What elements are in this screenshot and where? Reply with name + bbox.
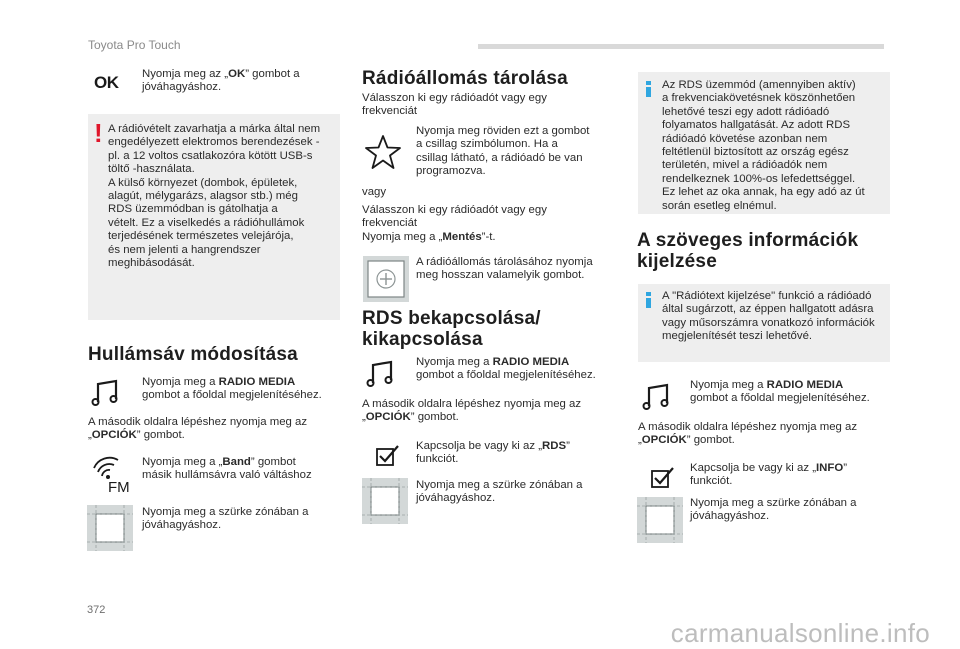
warning-icon: !: [94, 118, 103, 148]
grey-zone-instruction-3: Nyomja meg a szürke zónában a jóváhagyáshoz.: [690, 497, 857, 523]
text-info-heading: A szöveges információk kijelzése: [637, 230, 859, 272]
ok-instruction: Nyomja meg az „OK” gombot a jóváhagyáshoz.: [142, 68, 300, 94]
or-text: vagy: [362, 186, 387, 198]
grey-zone-instruction-2: Nyomja meg a szürke zónában a jóváhagyáshoz.: [416, 479, 583, 505]
band-heading: Hullámsáv módosítása: [88, 344, 298, 365]
select-frequency-text: Válasszon ki egy rádióadót vagy egy frekvenciát: [362, 92, 547, 118]
options-instruction-3: A második oldalra lépéshez nyomja meg az „OPCIÓK” gombot.: [638, 421, 858, 447]
radio-media-instruction-3: Nyomja meg a RADIO MEDIA gombot a főoldal megjelenítéséhez.: [690, 379, 870, 405]
radio-media-instruction: Nyomja meg a RADIO MEDIA gombot a főoldal megjelenítéséhez.: [142, 376, 322, 402]
rds-info-text: Az RDS üzemmód (amennyiben aktív) a frekvenciakövetésnek köszönhetően lehetővé teszi egy adott rádióadó folyamatos hallgatását. Az adott RDS rádióadó követése azonban nem feltétlenül biztosított az ország egész területén, mivel a rádióadók nem rendelkeznek 100%-os lefedettséggel. Ez lehet az oka annak, ha egy adó az út során esetleg elnémul.: [662, 79, 865, 212]
music-note-icon: [90, 376, 124, 410]
grey-zone-icon: [87, 505, 133, 551]
warning-note: [88, 114, 340, 320]
plus-button-icon: [363, 256, 409, 302]
rds-toggle-instruction: Kapcsolja be vagy ki az „RDS” funkciót.: [416, 440, 570, 466]
music-note-icon-2: [365, 357, 399, 391]
radiotext-info-note: [638, 284, 890, 362]
music-note-icon-3: [641, 380, 675, 414]
grey-zone-icon-3: [637, 497, 683, 543]
header-divider: [478, 44, 884, 49]
rds-heading: RDS bekapcsolása/ kikapcsolása: [362, 308, 541, 350]
ok-icon: OK: [94, 73, 119, 92]
plus-instruction: A rádióállomás tárolásához nyomja meg hosszan valamelyik gombot.: [416, 256, 593, 282]
radiotext-info-text: A "Rádiótext kijelzése" funkció a rádióadó által sugárzott, az éppen hallgatott adásra vagy műsorszámra vonatkozó információk megjelenítését teszi lehetővé.: [662, 290, 875, 343]
page-number: 372: [87, 604, 106, 616]
options-instruction: A második oldalra lépéshez nyomja meg az „OPCIÓK” gombot.: [88, 416, 308, 442]
grey-zone-icon-2: [362, 478, 408, 524]
info-icon-2: [646, 292, 651, 308]
warning-text: A rádióvételt zavarhatja a márka által nem engedélyezett elektromos berendezések - pl. a 12 voltos csatlakozóra kötött USB-s töltő -használata. A külső környezet (dombok, épületek, alagút, mélygarázs, alagsor stb.) még RDS üzemmódban is gátolhatja a vételt. Ez a viselkedés a rádióhullámok terjedésének természetes velejárója, és nem jelenti a hangrendszer meghibásodását.: [108, 123, 321, 270]
fm-band-icon: [88, 454, 130, 496]
star-icon: [364, 134, 402, 170]
fm-icon-label: FM: [108, 479, 130, 496]
rds-info-note: [638, 72, 890, 214]
info-icon: [646, 81, 651, 97]
star-instruction: Nyomja meg röviden ezt a gombot a csillag szimbólumon. Ha a csillag látható, a rádióadó be van programozva.: [416, 125, 590, 178]
header-title: Toyota Pro Touch: [88, 38, 181, 52]
info-toggle-instruction: Kapcsolja be vagy ki az „INFO” funkciót.: [690, 462, 848, 488]
checkbox-icon-2: [651, 466, 675, 488]
select-frequency-text-2: Válasszon ki egy rádióadót vagy egy frekvenciát Nyomja meg a „Mentés”-t.: [362, 204, 547, 243]
band-instruction: Nyomja meg a „Band” gombot másik hullámsávra való váltáshoz: [142, 456, 312, 482]
options-instruction-2: A második oldalra lépéshez nyomja meg az „OPCIÓK” gombot.: [362, 398, 582, 424]
grey-zone-instruction: Nyomja meg a szürke zónában a jóváhagyáshoz.: [142, 506, 309, 532]
radio-media-instruction-2: Nyomja meg a RADIO MEDIA gombot a főoldal megjelenítéséhez.: [416, 356, 596, 382]
checkbox-icon: [376, 444, 400, 466]
watermark: carmanualsonline.info: [670, 618, 930, 648]
store-heading: Rádióállomás tárolása: [362, 68, 568, 89]
